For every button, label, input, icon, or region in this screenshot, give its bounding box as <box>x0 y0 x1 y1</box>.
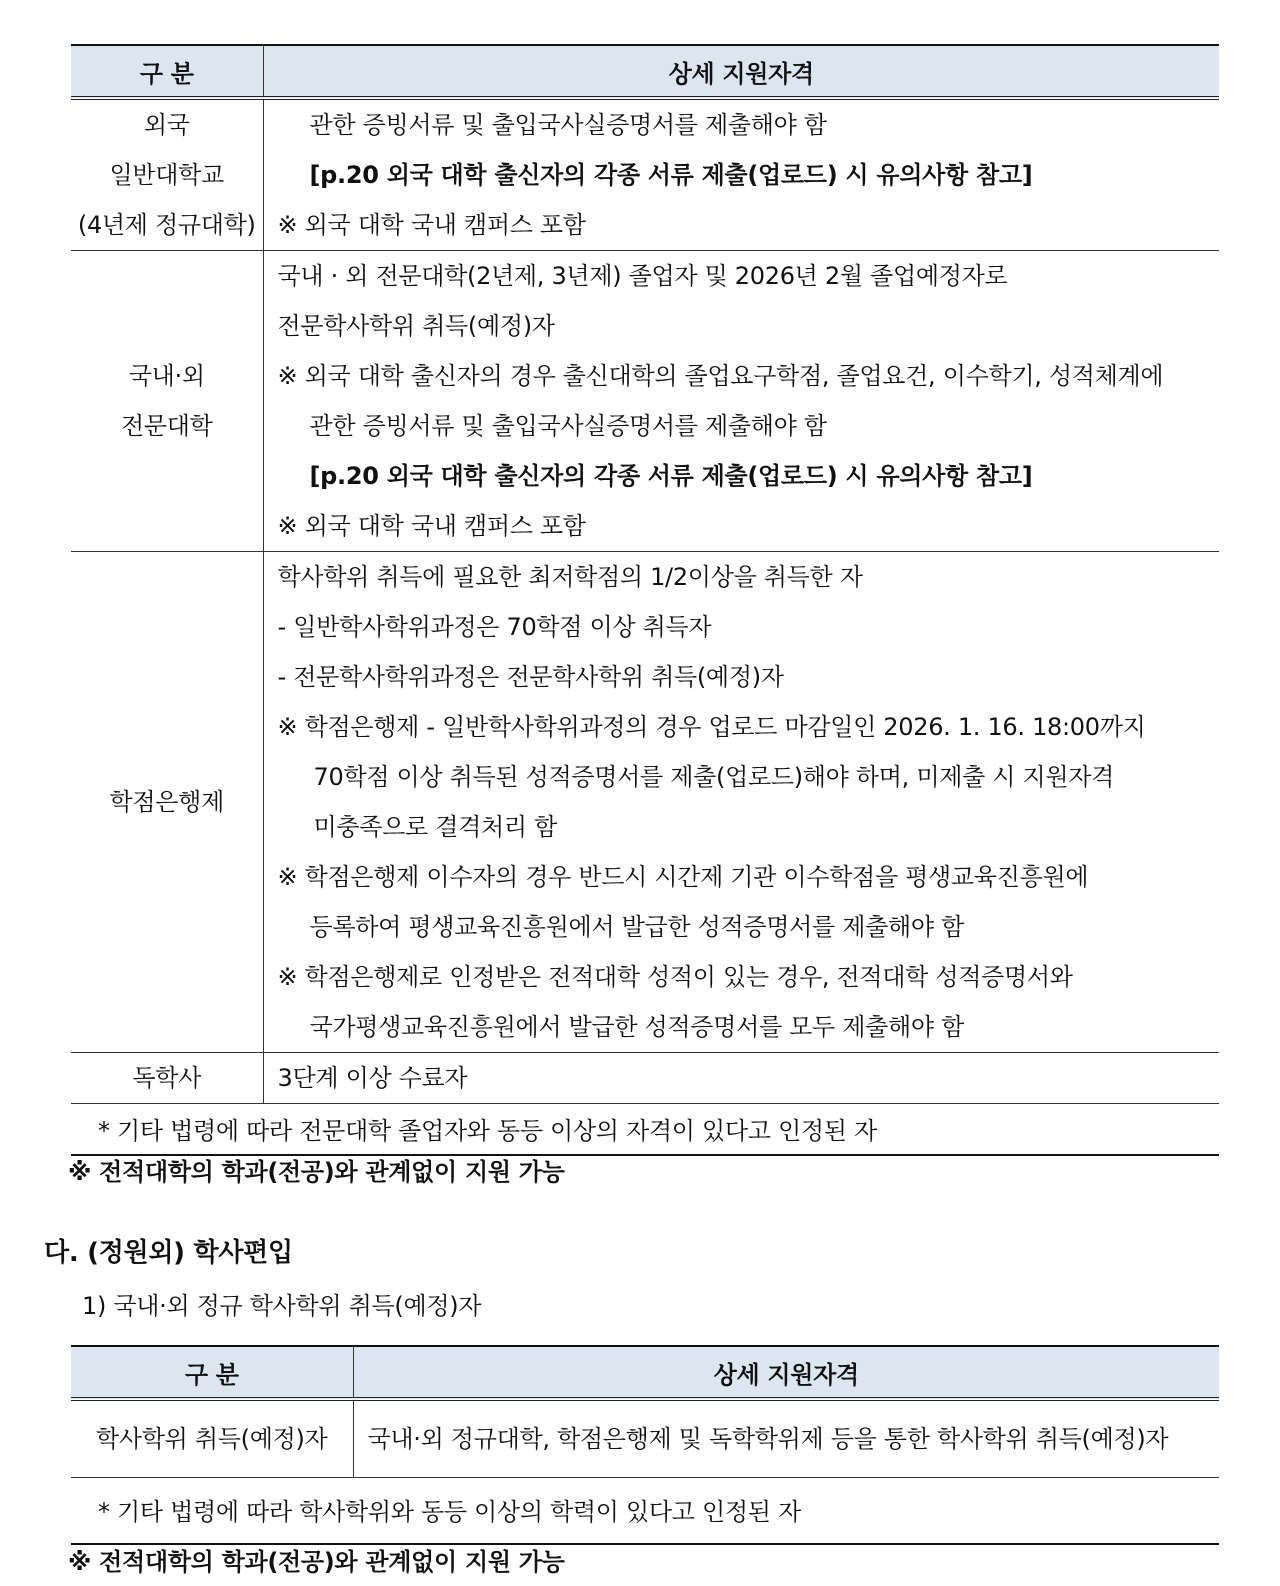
detail-line: 3단계 이상 수료자 <box>277 1064 468 1092</box>
row-category: 학사학위 취득(예정)자 <box>71 1399 353 1478</box>
detail-line: - 전문학사학위과정은 전문학사학위 취득(예정)자 <box>277 663 784 691</box>
detail-line: ※ 외국 대학 국내 캠퍼스 포함 <box>277 211 586 239</box>
section-subtitle: 1) 국내·외 정규 학사학위 취득(예정)자 <box>82 1292 482 1320</box>
section-title: 다. (정원외) 학사편입 <box>44 1238 293 1268</box>
detail-line: 등록하여 평생교육진흥원에서 발급한 성적증명서를 제출해야 함 <box>309 913 965 941</box>
category-line: 일반대학교 <box>109 161 224 189</box>
table1 <box>71 46 1219 1104</box>
detail-line: ※ 외국 대학 국내 캠퍼스 포함 <box>277 512 586 540</box>
detail-line: - 일반학사학위과정은 70학점 이상 취득자 <box>277 613 712 641</box>
table-row <box>71 1399 1219 1478</box>
row-category <box>71 1053 263 1104</box>
table1-footnote: * 기타 법령에 따라 전문대학 졸업자와 동등 이상의 자격이 있다고 인정된 자 <box>98 1117 877 1145</box>
detail-line: 관한 증빙서류 및 출입국사실증명서를 제출해야 함 <box>309 412 827 440</box>
table2-footnote: * 기타 법령에 따라 학사학위와 동등 이상의 학력이 있다고 인정된 자 <box>98 1498 801 1526</box>
detail-line: [p.20 외국 대학 출신자의 각종 서류 제출(업로드) 시 유의사항 참고] <box>309 161 1033 189</box>
row-detail: 국내·외 정규대학, 학점은행제 및 독학학위제 등을 통한 학사학위 취득(예정)자 <box>353 1399 1219 1478</box>
table1-header-category: 구 분 <box>71 46 263 98</box>
table-row <box>71 251 1219 552</box>
category-line: 독학사 <box>132 1064 202 1092</box>
detail-line: ※ 학점은행제 이수자의 경우 반드시 시간제 기관 이수학점을 평생교육진흥원에 <box>277 863 1089 891</box>
table2-header-category: 구 분 <box>71 1347 353 1399</box>
detail-line: ※ 외국 대학 출신자의 경우 출신대학의 졸업요구학점, 졸업요건, 이수학기, 성적체계에 <box>277 362 1164 390</box>
detail-line: 미충족으로 결격처리 함 <box>313 813 557 841</box>
table-row <box>71 1053 1219 1104</box>
category-line: 전문대학 <box>120 412 213 440</box>
table-row <box>71 552 1219 1053</box>
detail-line: 국내 · 외 전문대학(2년제, 3년제) 졸업자 및 2026년 2월 졸업예정자로 <box>277 262 1008 290</box>
table1-note: ※ 전적대학의 학과(전공)와 관계없이 지원 가능 <box>68 1158 565 1186</box>
table-row <box>71 98 1219 251</box>
category-line: (4년제 정규대학) <box>77 211 256 239</box>
table2-note: ※ 전적대학의 학과(전공)와 관계없이 지원 가능 <box>68 1548 565 1576</box>
category-line: 국내·외 <box>128 362 205 390</box>
row-detail <box>263 1053 1219 1104</box>
row-category <box>71 552 263 1053</box>
detail-line: 관한 증빙서류 및 출입국사실증명서를 제출해야 함 <box>309 111 827 139</box>
detail-line: ※ 학점은행제 - 일반학사학위과정의 경우 업로드 마감일인 2026. 1. 16. 18:00까지 <box>277 713 1146 741</box>
row-detail <box>263 98 1219 251</box>
detail-line: [p.20 외국 대학 출신자의 각종 서류 제출(업로드) 시 유의사항 참고] <box>309 462 1033 490</box>
table2 <box>71 1347 1219 1478</box>
detail-line: 70학점 이상 취득된 성적증명서를 제출(업로드)해야 하며, 미제출 시 지원자격 <box>313 763 1115 791</box>
category-line: 외국 <box>143 111 190 139</box>
row-category <box>71 251 263 552</box>
row-category <box>71 98 263 251</box>
detail-line: 학사학위 취득에 필요한 최저학점의 1/2이상을 취득한 자 <box>277 563 863 591</box>
table1-header-detail: 상세 지원자격 <box>263 46 1219 98</box>
table2-header-detail: 상세 지원자격 <box>353 1347 1219 1399</box>
row-detail <box>263 251 1219 552</box>
detail-line: 국가평생교육진흥원에서 발급한 성적증명서를 모두 제출해야 함 <box>309 1013 965 1041</box>
row-detail <box>263 552 1219 1053</box>
category-line: 학점은행제 <box>109 788 224 816</box>
detail-line: 전문학사학위 취득(예정)자 <box>277 312 555 340</box>
detail-line: ※ 학점은행제로 인정받은 전적대학 성적이 있는 경우, 전적대학 성적증명서와 <box>277 963 1073 991</box>
